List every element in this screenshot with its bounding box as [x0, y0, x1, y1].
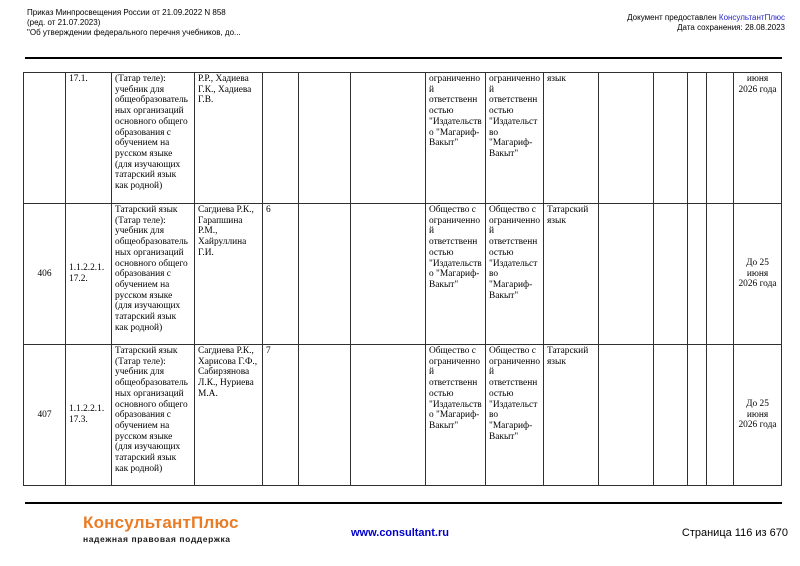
cell-empty: [599, 345, 654, 486]
doc-title-line-1: Приказ Минпросвещения России от 21.09.2022 N 858: [27, 8, 226, 17]
provided-by-label: Документ предоставлен: [627, 13, 719, 22]
cell-publisher-rights: Общество с ограниченной ответственностью "Издательство "Магариф-Вакыт": [426, 204, 486, 345]
cell-publisher: ограниченной ответственностью "Издательство "Магариф-Вакыт": [486, 73, 544, 204]
cell-expiry-date: июня 2026 года: [734, 73, 782, 204]
cell-row-number: 406: [24, 204, 66, 345]
cell-authors: Сагдиева Р.К., Гарапшина Р.М., Хайруллина Г.И.: [195, 204, 263, 345]
cell-empty: [654, 345, 688, 486]
cell-title: Татарский язык (Татар теле): учебник для общеобразовательных организаций основного общего образования с обучением на русском языке (для изучающих татарский язык как родной): [112, 204, 195, 345]
cell-row-number: [24, 73, 66, 204]
footer-url: [0, 527, 800, 539]
cell-expiry-date: До 25 июня 2026 года: [734, 345, 782, 486]
cell-empty: [688, 204, 707, 345]
cell-empty: [351, 73, 426, 204]
cell-empty: [299, 204, 351, 345]
cell-title: Татарский язык (Татар теле): учебник для общеобразовательных организаций основного общего образования с обучением на русском языке (для изучающих татарский язык как родной): [112, 345, 195, 486]
cell-empty: [351, 204, 426, 345]
table-row: [24, 73, 782, 204]
cell-subject: Татарский язык: [544, 204, 599, 345]
cell-grade: 7: [263, 345, 299, 486]
cell-subject: Татарский язык: [544, 345, 599, 486]
cell-empty: [351, 345, 426, 486]
cell-empty: [688, 345, 707, 486]
cell-empty: [599, 204, 654, 345]
doc-title-line-3: "Об утверждении федерального перечня учебников, до...: [27, 27, 241, 37]
header-doc-title: [27, 8, 241, 37]
provided-by-line: [627, 13, 785, 23]
cell-row-number: 407: [24, 345, 66, 486]
cell-empty: [299, 73, 351, 204]
page-number-indicator: Страница 116 из 670: [681, 527, 788, 539]
cell-publisher-rights: ограниченной ответственностью "Издательство "Магариф-Вакыт": [426, 73, 486, 204]
cell-grade: [263, 73, 299, 204]
cell-empty: [707, 345, 734, 486]
doc-title-line-2: (ред. от 21.07.2023): [27, 17, 101, 27]
consultant-url-link[interactable]: www.consultant.ru: [351, 527, 449, 539]
cell-code: 1.1.2.2.1. 17.3.: [66, 345, 112, 486]
cell-empty: [707, 73, 734, 204]
save-date-label: Дата сохранения: 28.08.2023: [677, 23, 785, 32]
cell-publisher: Общество с ограниченной ответственностью "Издательство "Магариф-Вакыт": [486, 345, 544, 486]
header-provided-block: [627, 13, 785, 33]
cell-subject: язык: [544, 73, 599, 204]
footer-separator-line: [25, 502, 782, 504]
cell-publisher-rights: Общество с ограниченной ответственностью "Издательство "Магариф-Вакыт": [426, 345, 486, 486]
logo-title: КонсультантПлюс: [83, 513, 239, 532]
cell-code: 1.1.2.2.1. 17.2.: [66, 204, 112, 345]
consultantplus-link[interactable]: КонсультантПлюс: [718, 13, 785, 22]
cell-empty: [654, 73, 688, 204]
cell-title: (Татар теле): учебник для общеобразовательных организаций основного общего образования с обучением на русском языке (для изучающих татарский язык как родной): [112, 73, 195, 204]
cell-empty: [654, 204, 688, 345]
cell-authors: Сагдиева Р.К., Харисова Г.Ф., Сабирзянова Л.К., Нуриева М.А.: [195, 345, 263, 486]
logo-tagline: надежная правовая поддержка: [83, 534, 231, 544]
cell-expiry-date: До 25 июня 2026 года: [734, 204, 782, 345]
textbook-table: [23, 72, 782, 486]
cell-empty: [599, 73, 654, 204]
table-row: [24, 345, 782, 486]
cell-empty: [688, 73, 707, 204]
cell-authors: Р.Р., Хадиева Г.К., Хадиева Г.В.: [195, 73, 263, 204]
cell-grade: 6: [263, 204, 299, 345]
header-separator-line: [25, 57, 782, 59]
cell-code: 17.1.: [66, 73, 112, 204]
cell-publisher: Общество с ограниченной ответственностью "Издательство "Магариф-Вакыт": [486, 204, 544, 345]
cell-empty: [707, 204, 734, 345]
table-row: [24, 204, 782, 345]
cell-empty: [299, 345, 351, 486]
